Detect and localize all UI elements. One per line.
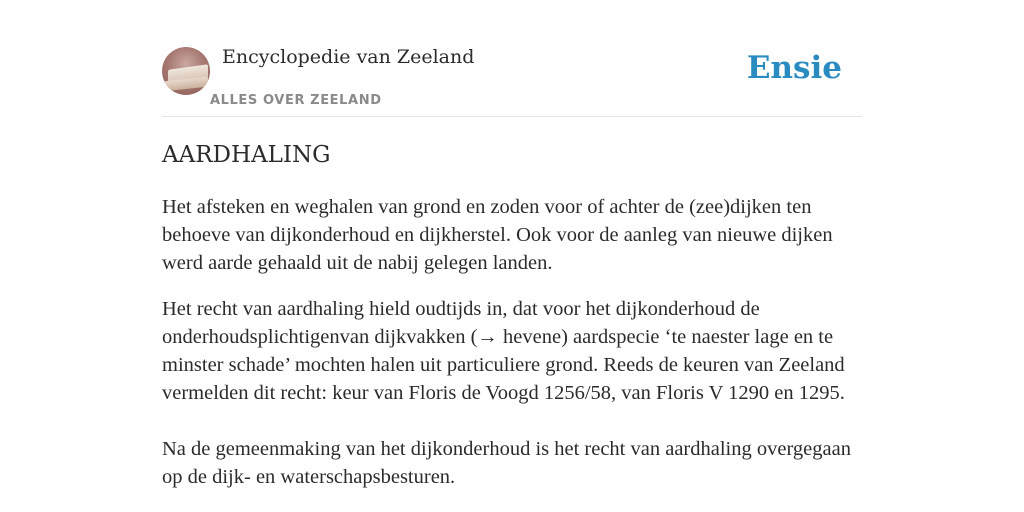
site-header xyxy=(162,0,862,117)
site-logo[interactable] xyxy=(162,47,210,95)
site-title[interactable]: Encyclopedie van Zeeland xyxy=(222,46,475,68)
site-subtitle: ALLES OVER ZEELAND xyxy=(210,93,382,108)
paragraph: Na de gemeenmaking van het dijkonderhoud is het recht van aardhaling overgegaan op de dijk- en waterschapsbesturen. xyxy=(162,438,851,488)
page-container xyxy=(162,0,862,488)
brand-logo[interactable]: Ensie xyxy=(746,50,842,86)
paragraph: Het afsteken en weghalen van grond en zoden voor of achter de (zee)dijken ten behoeve van dijkonderhoud en dijkherstel. Ook voor de aanleg van nieuwe dijken werd aarde gehaald uit de nabij gelegen landen. xyxy=(162,196,833,274)
article-body xyxy=(162,193,862,509)
paragraph: Het recht van aardhaling hield oudtijds in, dat voor het dijkonderhoud de onderhoudsplichtigenvan dijkvakken (→ hevene) aardspecie ‘te naester lage en te minster schade’ mochten halen uit particuliere grond. Reeds de keuren van Zeeland vermelden dit recht: keur van Floris de Voogd 1256/58, van Floris V 1290 en 1295. xyxy=(162,298,845,404)
article-title: AARDHALING xyxy=(162,142,331,168)
